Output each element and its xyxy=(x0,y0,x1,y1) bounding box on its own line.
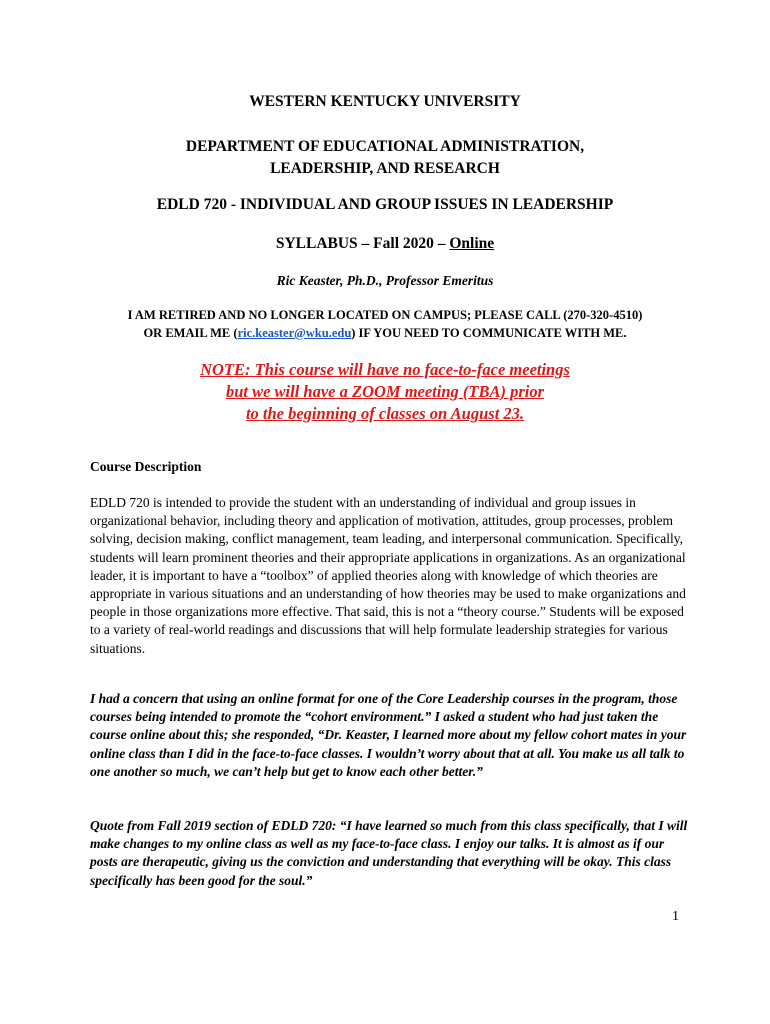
retired-notice-line-1: I AM RETIRED AND NO LONGER LOCATED ON CAMPUS; PLEASE CALL (270-320-4510) xyxy=(127,308,643,322)
retired-notice-suffix: ) IF YOU NEED TO COMMUNICATE WITH ME. xyxy=(351,326,627,340)
zoom-note-line-2: but we will have a ZOOM meeting (TBA) prior xyxy=(225,382,545,401)
instructor-email-link[interactable]: ric.keaster@wku.edu xyxy=(237,326,352,340)
cohort-quote: I had a concern that using an online format for one of the Core Leadership courses in the program, those courses being intended to promote the “cohort environment.” I asked a student who had just taken the course online about this; she responded, “Dr. Keaster, I learned more about my fellow cohort mates in your online class than I did in the face-to-face classes. I wouldn’t worry about that at all. You make us all talk to one another so much, we can’t help but get to know each other better.” xyxy=(90,691,687,779)
department-line-1: DEPARTMENT OF EDUCATIONAL ADMINISTRATION, xyxy=(185,138,585,155)
syllabus-mode: Online xyxy=(449,235,495,252)
syllabus-prefix: SYLLABUS – Fall 2020 – xyxy=(275,235,450,252)
fall2019-quote: Quote from Fall 2019 section of EDLD 720: “I have learned so much from this class specifically, that I will make changes to my online class as well as my face-to-face class. I enjoy our talks. It is almost as if our posts are therapeutic, giving us the conviction and understanding that everything will be okay. This class specifically has been good for the soul.” xyxy=(90,818,688,888)
university-name: WESTERN KENTUCKY UNIVERSITY xyxy=(249,93,521,110)
page-number: 1 xyxy=(672,909,679,924)
retired-notice-prefix: OR EMAIL ME ( xyxy=(143,326,238,340)
instructor-name: Ric Keaster, Ph.D., Professor Emeritus xyxy=(276,273,494,288)
retired-notice xyxy=(0,306,770,342)
course-description-heading: Course Description xyxy=(90,459,202,474)
syllabus-term xyxy=(0,235,770,253)
zoom-note xyxy=(0,359,770,425)
retired-notice-line-2 xyxy=(0,324,770,342)
department-line-2: LEADERSHIP, AND RESEARCH xyxy=(270,160,500,177)
zoom-note-line-1: NOTE: This course will have no face-to-face meetings xyxy=(200,360,570,379)
course-description-body: EDLD 720 is intended to provide the student with an understanding of individual and group issues in organizational behavior, including theory and application of motivation, attitudes, group processes, problem solving, decision making, conflict management, team leading, and interpersonal communication. Specifically, students will learn prominent theories and their appropriate applications in organizations. As an organizational leader, it is important to have a “toolbox” of applied theories along with knowledge of which theories are appropriate in various situations and an understanding of how theories may be used to make organizations and people in those organizations more effective. That said, this is not a “theory course.” Students will be exposed to a variety of real-world readings and discussions that will help formulate leadership strategies for various situations. xyxy=(90,495,686,656)
course-title: EDLD 720 - INDIVIDUAL AND GROUP ISSUES IN LEADERSHIP xyxy=(156,196,614,213)
zoom-note-line-3: to the beginning of classes on August 23. xyxy=(245,404,525,423)
department-name xyxy=(0,136,770,180)
